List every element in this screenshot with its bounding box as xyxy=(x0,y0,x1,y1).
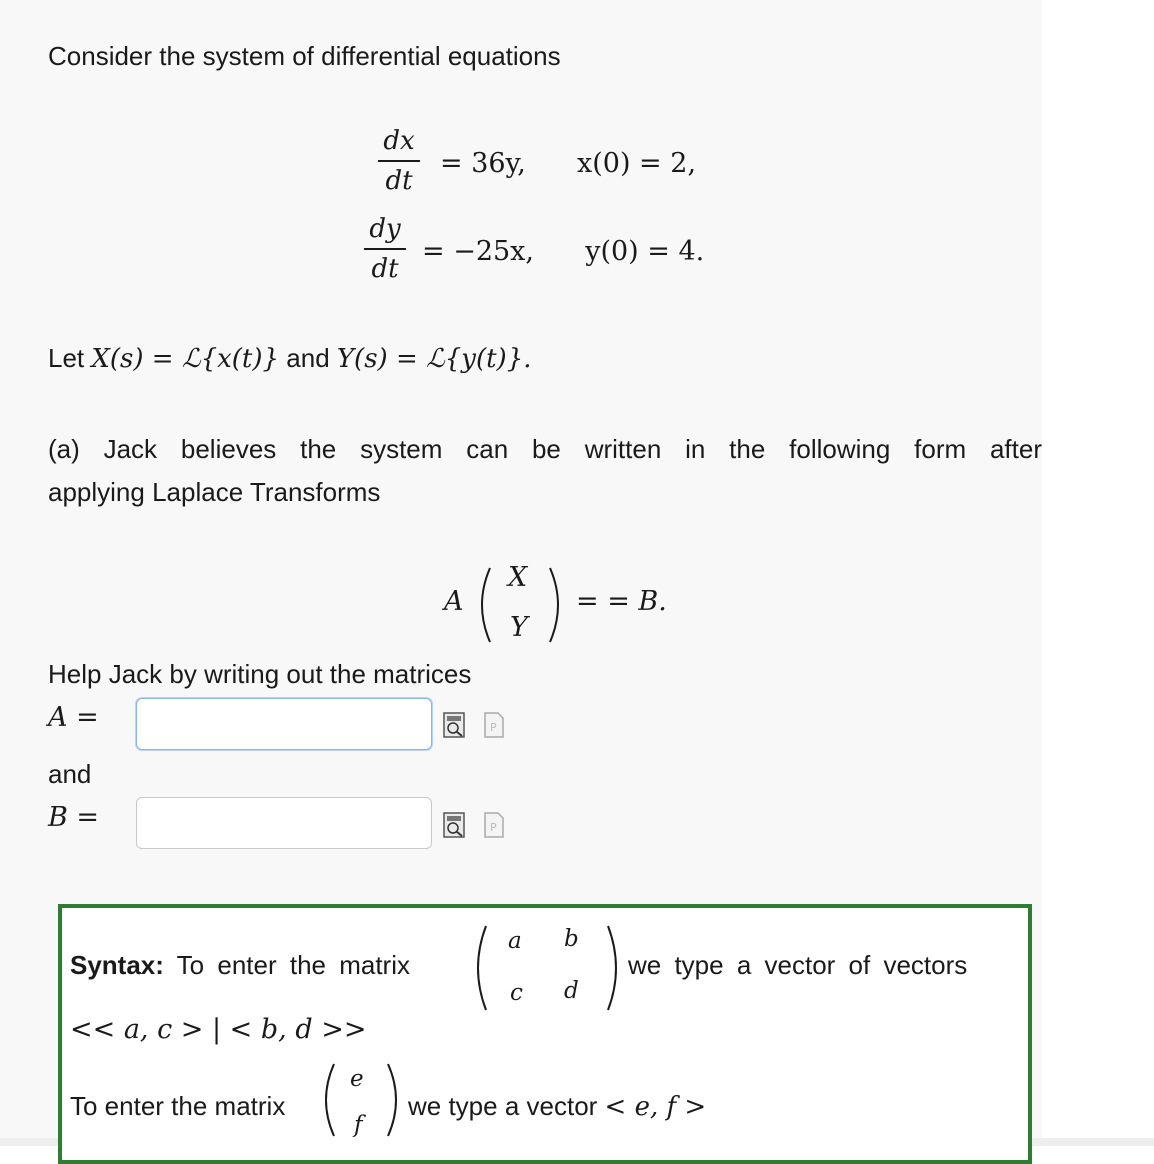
equation-1-rhs: = 36y, xyxy=(440,148,526,179)
vector-of-vectors-syntax: << a, c > | < b, d >> xyxy=(70,1014,367,1045)
X-of-s: X(s) = xyxy=(91,344,182,374)
fraction-denominator: dt xyxy=(385,166,413,196)
fraction-denominator: dt xyxy=(371,254,399,284)
preview-icon[interactable] xyxy=(482,810,506,840)
y-of-t: {y(t)}. xyxy=(444,344,532,374)
syntax-line-4 xyxy=(408,1090,706,1123)
vector-entry-Y: Y xyxy=(510,612,528,643)
equation-1 xyxy=(440,148,696,179)
matrix-B-rhs: = B. xyxy=(607,586,667,617)
preview-icon[interactable] xyxy=(482,710,506,740)
syntax-text-1: To enter the matrix xyxy=(163,950,410,980)
matrix-B-input[interactable] xyxy=(136,797,432,849)
part-a-line-1: (a) Jack believes the system can be written in the following form after xyxy=(48,434,1042,464)
svg-text:P: P xyxy=(490,821,497,834)
fraction-dy-dt xyxy=(364,214,406,284)
matrix-entry-c: c xyxy=(510,980,523,1006)
syntax-line-1 xyxy=(70,949,410,981)
field-B-label: B = xyxy=(48,802,100,833)
matrix-entry-a: a xyxy=(508,928,522,954)
matrix-entry-b: b xyxy=(564,926,579,952)
fraction-numerator: dy xyxy=(369,214,401,244)
part-a-line-2: applying Laplace Transforms xyxy=(48,477,381,507)
svg-text:P: P xyxy=(490,721,497,734)
syntax-text-3: To enter the matrix xyxy=(70,1091,286,1121)
syntax-label: Syntax: xyxy=(70,950,164,980)
fraction-numerator: dx xyxy=(383,126,415,156)
help-text: Help Jack by writing out the matrices xyxy=(48,659,472,689)
vector-entry-X: X xyxy=(508,562,528,593)
equation-2-initial-condition: y(0) = 4. xyxy=(585,236,705,267)
and-word: and xyxy=(279,343,337,373)
equation-1-initial-condition: x(0) = 2, xyxy=(577,148,697,179)
laplace-symbol: ℒ xyxy=(426,344,445,374)
x-of-t: {x(t)} xyxy=(200,344,280,374)
equation-editor-icon[interactable] xyxy=(442,710,466,740)
laplace-definition xyxy=(48,342,532,375)
and-text: and xyxy=(48,759,92,789)
fraction-dx-dt xyxy=(378,126,420,196)
intro-text: Consider the system of differential equations xyxy=(48,41,561,71)
matrix-entry-d: d xyxy=(564,978,579,1004)
vector-syntax-ef: < e, f > xyxy=(604,1092,707,1122)
equation-2-rhs: = −25x, xyxy=(422,236,534,267)
field-A-label: A = xyxy=(48,702,99,733)
matrix-A-input[interactable] xyxy=(136,698,432,750)
laplace-symbol: ℒ xyxy=(181,344,201,374)
matrix-equation-rhs: = = B. xyxy=(576,586,667,617)
let-word: Let xyxy=(48,343,92,373)
matrix-A-symbol: A xyxy=(444,586,464,617)
vector-entry-e: e xyxy=(350,1066,364,1092)
syntax-text-4: we type a vector xyxy=(408,1091,605,1121)
equation-2 xyxy=(422,236,704,267)
equation-editor-icon[interactable] xyxy=(442,810,466,840)
syntax-text-2: we type a vector of vectors xyxy=(628,950,968,980)
vector-entry-f: f xyxy=(354,1112,363,1138)
Y-of-s: Y(s) = xyxy=(336,344,426,374)
matrix-abcd xyxy=(468,920,628,1016)
